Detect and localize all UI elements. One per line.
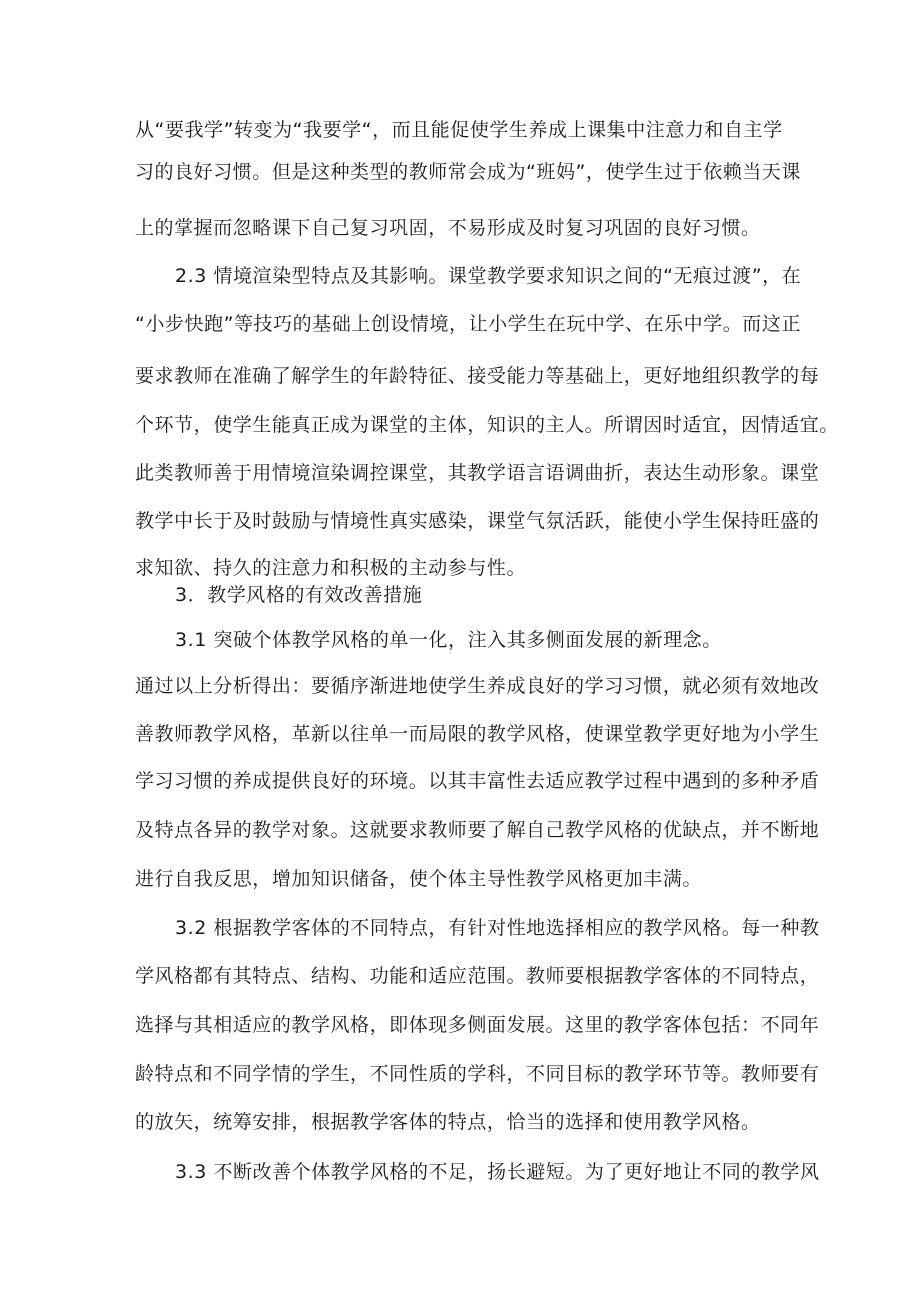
section-heading-3: 3．教学风格的有效改善措施 <box>175 584 423 606</box>
text-line: 上的掌握而忽略课下自己复习巩固，不易形成及时复习巩固的良好习惯。 <box>135 217 761 239</box>
text-line: “小步快跑”等技巧的基础上创设情境，让小学生在玩中学、在乐中学。而这正 <box>135 313 801 335</box>
text-line: 的放矢，统筹安排，根据教学客体的特点，恰当的选择和使用教学风格。 <box>135 1111 761 1133</box>
text-line: 习的良好习惯。但是这种类型的教师常会成为“班妈”，使学生过于依赖当天课 <box>135 161 801 183</box>
section-heading-3-1: 3.1 突破个体教学风格的单一化，注入其多侧面发展的新理念。 <box>175 629 722 651</box>
section-heading-2-3: 2.3 情境渲染型特点及其影响。课堂教学要求知识之间的“无痕过渡”，在 <box>175 265 802 287</box>
text-line: 学习习惯的养成提供良好的环境。以其丰富性去适应教学过程中遇到的多种矛盾 <box>135 770 820 792</box>
section-heading-3-3: 3.3 不断改善个体教学风格的不足，扬长避短。为了更好地让不同的教学风 <box>175 1161 820 1183</box>
text-line: 龄特点和不同学情的学生，不同性质的学科，不同目标的教学环节等。教师要有 <box>135 1063 820 1085</box>
text-line: 个环节，使学生能真正成为课堂的主体，知识的主人。所谓因时适宜，因情适宜。 <box>135 414 839 436</box>
text-line: 要求教师在准确了解学生的年龄特征、接受能力等基础上，更好地组织教学的每 <box>135 365 820 387</box>
text-line: 通过以上分析得出：要循序渐进地使学生养成良好的学习习惯，就必须有效地改 <box>135 675 820 697</box>
text-line: 从“要我学”转变为“我要学“，而且能促使学生养成上课集中注意力和自主学 <box>135 119 783 141</box>
text-line: 求知欲、持久的注意力和积极的主动参与性。 <box>135 557 527 579</box>
text-line: 此类教师善于用情境渲染调控课堂，其教学语言语调曲折，表达生动形象。课堂 <box>135 462 820 484</box>
section-heading-3-2: 3.2 根据教学客体的不同特点，有针对性地选择相应的教学风格。每一种教 <box>175 917 820 939</box>
text-line: 进行自我反思，增加知识储备，使个体主导性教学风格更加丰满。 <box>135 868 702 890</box>
text-line: 及特点各异的教学对象。这就要求教师要了解自己教学风格的优缺点，并不断地 <box>135 819 820 841</box>
text-line: 善教师教学风格，革新以往单一而局限的教学风格，使课堂教学更好地为小学生 <box>135 723 820 745</box>
text-line: 教学中长于及时鼓励与情境性真实感染，课堂气氛活跃，能使小学生保持旺盛的 <box>135 510 820 532</box>
text-line: 学风格都有其特点、结构、功能和适应范围。教师要根据教学客体的不同特点， <box>135 965 820 987</box>
text-line: 选择与其相适应的教学风格，即体现多侧面发展。这里的教学客体包括：不同年 <box>135 1014 820 1036</box>
